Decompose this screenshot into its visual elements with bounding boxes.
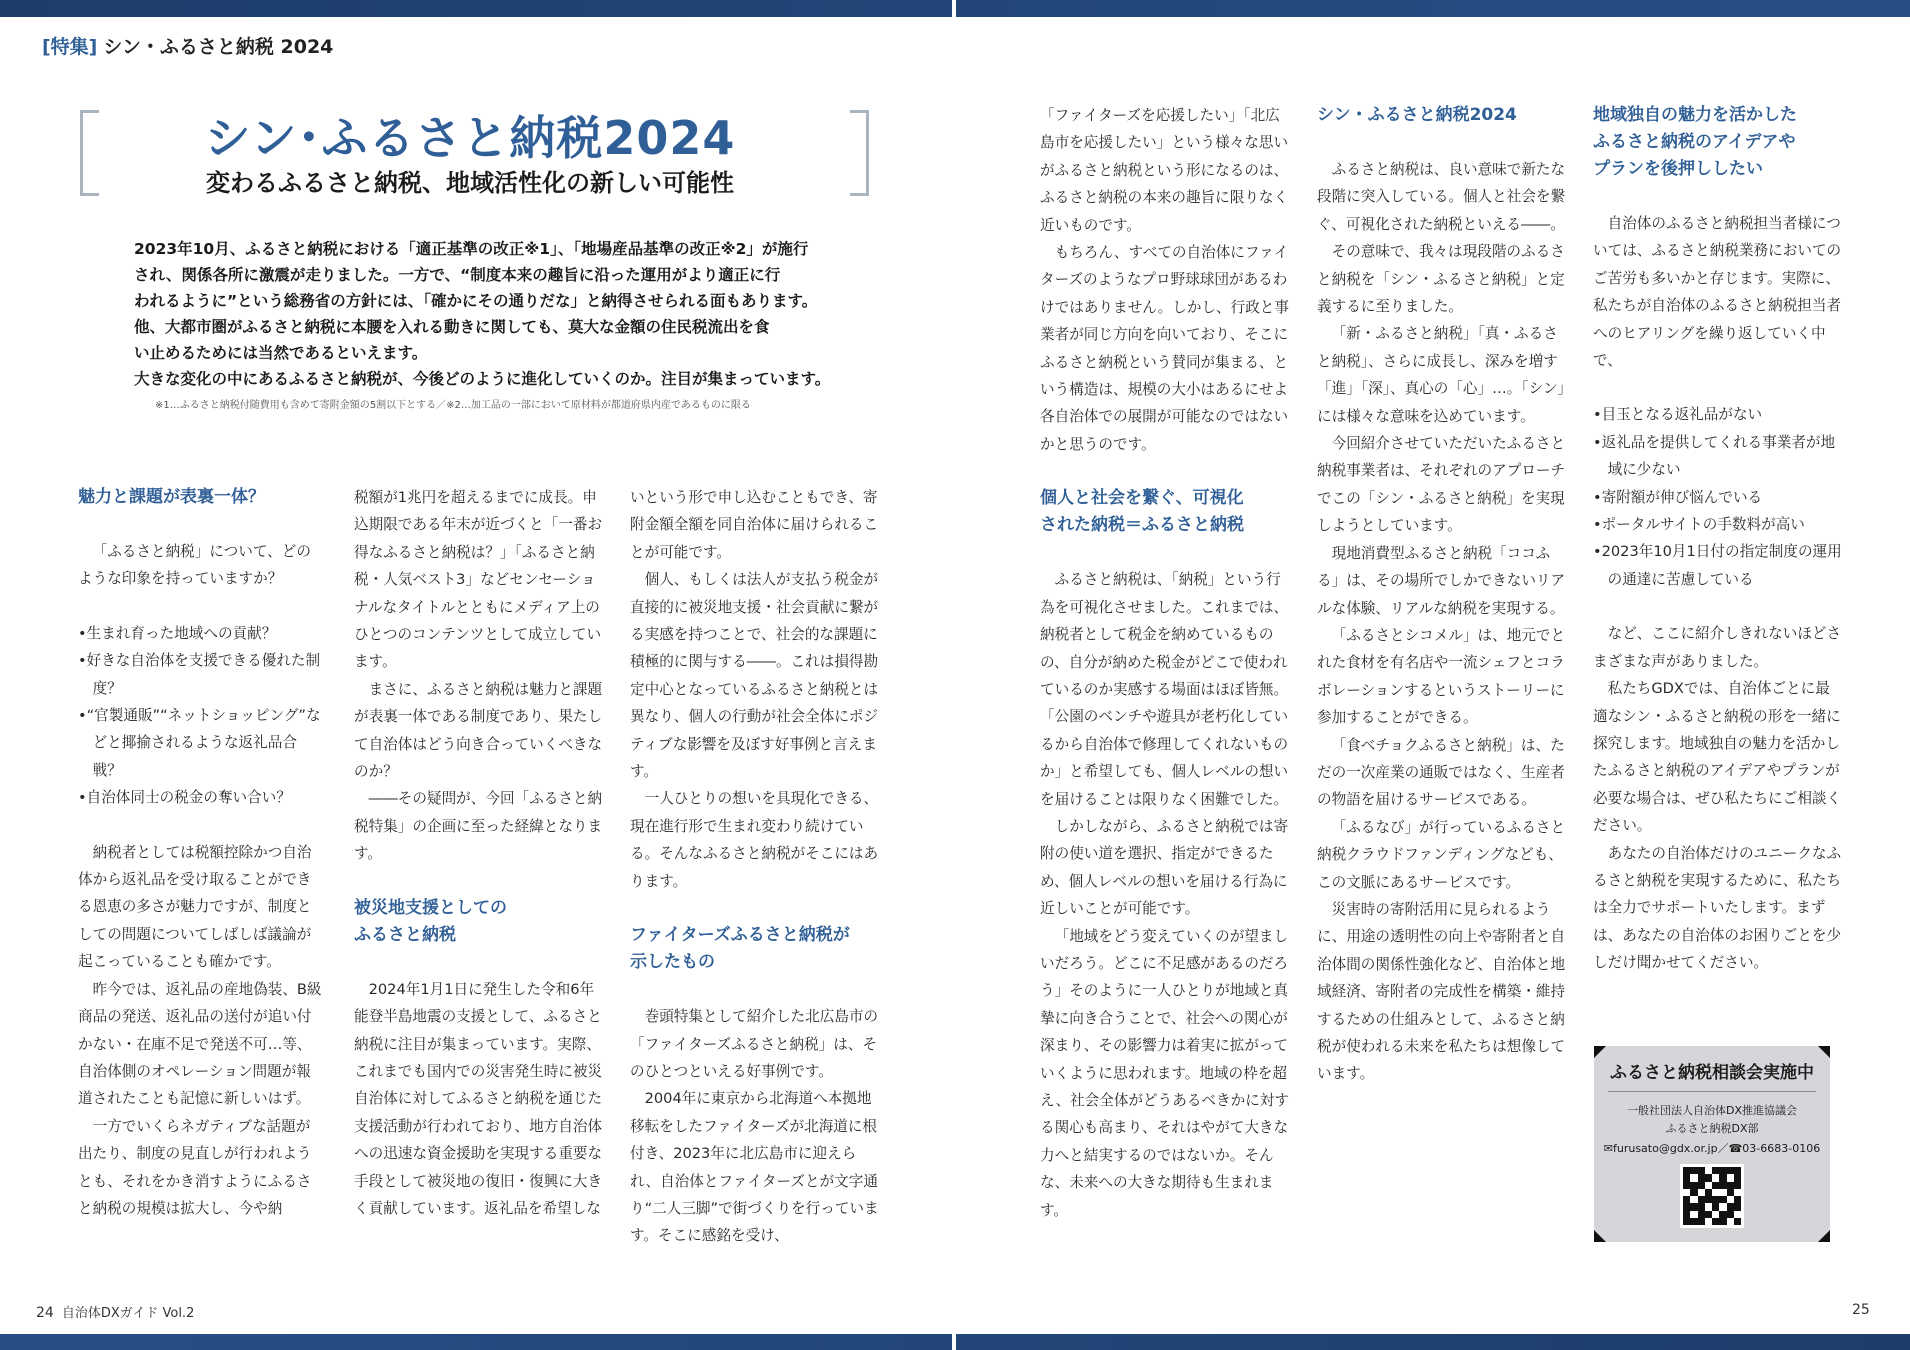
contact-box: [1594, 1046, 1830, 1242]
lead-line: 大きな変化の中にあるふるさと納税が、今後どのように進化していくのか。注目が集まっています。: [134, 370, 831, 388]
spine-gap: [952, 1334, 956, 1350]
section-heading: 被災地支援としての ふるさと納税: [354, 897, 507, 945]
paragraph: 個人、もしくは法人が支払う税金が直接的に被災地支援・社会貢献に繋がる実感を持つことで、社会的な課題に積極的に関与する――。これは損得勘定中心となっているふるさと納税とは異なり、個人の行動が社会全体にポジティブな影響を及ぼす好事例と言えます。: [630, 571, 879, 781]
corner-mark: [1594, 1230, 1606, 1242]
paragraph: 自治体のふるさと納税担当者様については、ふるさと納税業務においてのご苦労も多いかと存じます。実際に、私たちが自治体のふるさと納税担当者へのヒアリングを繰り返していく中で、: [1593, 215, 1842, 370]
lead-line: 他、大都市圏がふるさと納税に本腰を入れる動きに関しても、莫大な金額の住民税流出を食: [134, 318, 770, 336]
paragraph: 巻頭特集として紹介した北広島市の「ファイターズふるさと納税」は、そのひとつといえる好事例です。: [630, 1008, 879, 1080]
publication-title: 自治体DXガイド Vol.2: [61, 1306, 195, 1321]
paragraph: 「新・ふるさと納税」「真・ふるさと納税」、さらに成長し、深みを増す「進」「深」、真心の「心」…。「シン」には様々な意味を込めています。: [1317, 325, 1565, 425]
page-header: [42, 32, 333, 59]
corner-mark: [1818, 1230, 1830, 1242]
paragraph: 一方でいくらネガティブな話題が出たり、制度の見直しが行われようとも、それをかき消すようにふるさと納税の規模は拡大し、今や納: [78, 1117, 312, 1217]
section-heading: 地域独自の魅力を活かした ふるさと納税のアイデアや プランを後押ししたい: [1593, 105, 1797, 179]
paragraph: ――その疑問が、今回「ふるさと納税特集」の企画に至った経緯となります。: [354, 790, 603, 863]
bullet-item: •目玉となる返礼品がない: [1593, 406, 1763, 424]
paragraph: 2004年に東京から北海道へ本拠地移転をしたファイターズが北海道に根付き、2023年に北広島市に迎えられ、自治体とファイターズとが文字通り“二人三脚”で街づくりを行っています。そこに感銘を受け、: [630, 1090, 879, 1245]
header-title: シン・ふるさと納税 2024: [103, 36, 334, 58]
lead-paragraph: [134, 236, 834, 392]
bullet-item: •生まれ育った地域への貢献？: [78, 624, 277, 642]
paragraph: 一人ひとりの想いを具現化できる、現在進行形で生まれ変わり続けている。そんなふるさと納税がそこにはあります。: [630, 790, 879, 890]
paragraph: 今回紹介させていただいたふるさと納税事業者は、それぞれのアプローチでこの「シン・ふるさと納税」を実現しようとしています。: [1317, 435, 1566, 535]
main-title: シン･ふるさと納税2024: [204, 111, 736, 165]
paragraph: 現地消費型ふるさと納税「ココふる」は、その場所でしかできないリアルな体験、リアルな納税を実現する。: [1317, 544, 1566, 617]
column-4: [1040, 102, 1290, 1224]
column-3: [630, 484, 880, 1250]
paragraph: 「ファイターズを応援したい」「北広島市を応援したい」という様々な思いがふるさと納税という形になるのは、ふるさと納税の本来の趣旨に限りなく近いものです。: [1040, 107, 1289, 234]
paragraph: ふるさと納税は、良い意味で新たな段階に突入している。個人と社会を繋ぐ、可視化された納税といえる――。: [1317, 161, 1566, 233]
contact-dept: ふるさと納税DX部: [1665, 1122, 1759, 1135]
column-6: [1593, 102, 1843, 977]
section-heading: シン・ふるさと納税2024: [1317, 105, 1517, 125]
page-number: 25: [1852, 1302, 1870, 1318]
paragraph: 災害時の寄附活用に見られるように、用途の透明性の向上や寄附者と自治体間の関係性強化など、自治体と地域経済、寄附者の完成性を構築・維持するための仕組みとして、ふるさと納税が使われる未来を私たちは想像しています。: [1317, 900, 1566, 1083]
paragraph: 納税者としては税額控除かつ自治体から返礼品を受け取ることができる恩恵の多さが魅力ですが、制度としての問題についてしばしば議論が起こっていることも確かです。: [78, 843, 312, 971]
subtitle: 変わるふるさと納税、地域活性化の新しい可能性: [206, 169, 734, 197]
qr-code-icon[interactable]: [1680, 1164, 1744, 1228]
bullet-item: •寄附額が伸び悩んでいる: [1593, 488, 1763, 506]
feature-tag: [特集]: [42, 36, 98, 58]
corner-mark: [1818, 1046, 1830, 1058]
column-5: [1317, 102, 1567, 1088]
bullet-item: •返礼品を提供してくれる事業者が地域に少ない: [1593, 433, 1836, 479]
paragraph: 「ふるさと納税」について、どのような印象を持っていますか？: [78, 543, 311, 588]
paragraph: 私たちGDXでは、自治体ごとに最適なシン・ふるさと納税の形を一緒に探究します。地域独自の魅力を活かしたふるさと納税のアイデアやプランが必要な場合は、ぜひ私たちにご相談ください。: [1593, 680, 1842, 835]
paragraph: など、ここに紹介しきれないほどさまざまな声がありました。: [1593, 625, 1842, 670]
footnote: ※1…ふるさと納税付随費用も含めて寄附金額の5割以下とする／※2…加工品の一部において原材料が都道府県内産であるものに限る: [155, 400, 751, 411]
bullet-item: •好きな自治体を支援できる優れた制度？: [78, 652, 321, 697]
paragraph: 「地域をどう変えていくのが望ましいだろう。どこに不足感があるのだろう」そのように一人ひとりが地域と真摯に向き合うことで、社会への関心が深まり、その影響力は着実に拡がっていくように思われます。地域の枠を超え、社会全体がどうあるべきかに対する関心も高まり、それはやがて大きな力へと結実するのではないか。そんな、未来への大きな期待も生まれます。: [1040, 927, 1289, 1219]
section-heading: 個人と社会を繋ぐ、可視化 された納税＝ふるさと納税: [1040, 488, 1244, 536]
column-1: [78, 484, 323, 1222]
paragraph: 2024年1月1日に発生した令和6年能登半島地震の支援として、ふるさと納税に注目が集まっています。実際、これまでも国内での災害発生時に被災自治体に対してふるさと納税を通じた支援活動が行われており、地方自治体への迅速な資金援助を実現する重要な手段として被災地の復旧・復興に大きく貢献しています。返礼品を希望しな: [354, 980, 603, 1217]
bullet-item: •“官製通販”“ネットショッピング”などと揶揄されるような返礼品合戦？: [78, 707, 321, 779]
spine-gap: [952, 0, 956, 17]
paragraph: あなたの自治体だけのユニークなふるさと納税を実現するために、私たちは全力でサポートいたします。まずは、あなたの自治体のお困りごとを少しだけ聞かせてください。: [1593, 844, 1842, 972]
paragraph: 「ふるなび」が行っているふるさと納税クラウドファンディングなども、この文脈にあるサービスです。: [1317, 818, 1566, 891]
lead-line: され、関係各所に激震が走りました。一方で、“制度本来の趣旨に沿った運用がより適正に行: [134, 266, 781, 284]
contact-info[interactable]: ✉furusato@gdx.or.jp／☎03-6683-0106: [1603, 1142, 1821, 1155]
corner-mark: [1594, 1046, 1606, 1058]
paragraph: もちろん、すべての自治体にファイターズのようなプロ野球球団があるわけではありません。しかし、行政と事業者が同じ方向を向いており、そこにふるさと納税という賛同が集まる、という構造は、規模の大小はあるにせよ各自治体での展開が可能なのではないかと思うのです。: [1040, 244, 1289, 453]
bullet-item: •ポータルサイトの手数料が高い: [1593, 516, 1805, 534]
paragraph: いという形で申し込むこともでき、寄附金額全額を同自治体に届けられることが可能です。: [630, 489, 879, 561]
contact-box-title: ふるさと納税相談会実施中: [1608, 1058, 1816, 1092]
bullet-item: •2023年10月1日付の指定制度の運用の通達に苦慮している: [1593, 543, 1842, 588]
footer-left: [36, 1302, 194, 1321]
page-number: 24: [36, 1305, 54, 1321]
paragraph: 昨今では、返礼品の産地偽装、B級商品の発送、返礼品の送付が追い付かない・在庫不足で発送不可…等、自治体側のオペレーション問題が報道されたことも記憶に新しいはず。: [78, 980, 322, 1108]
section-heading: ファイターズふるさと納税が 示したもの: [630, 925, 850, 973]
paragraph: まさに、ふるさと納税は魅力と課題が表裏一体である制度であり、果たして自治体はどう向き合っていくべきなのか？: [354, 680, 603, 781]
paragraph: しかしながら、ふるさと納税では寄附の使い道を選択、指定ができるため、個人レベルの想いを届ける行為に近しいことが可能です。: [1040, 817, 1289, 918]
contact-org: 一般社団法人自治体DX推進協議会: [1626, 1104, 1797, 1117]
lead-line: い止めるためには当然であるといえます。: [134, 344, 428, 362]
paragraph: 「ふるさとシコメル」は、地元でとれた食材を有名店や一流シェフとコラボレーションするというストーリーに参加することができる。: [1317, 626, 1566, 727]
paragraph: 「食べチョクふるさと納税」は、ただの一次産業の通販ではなく、生産者の物語を届けるサービスである。: [1317, 736, 1565, 809]
paragraph: 税額が1兆円を超えるまでに成長。申込期限である年末が近づくと「一番お得なふるさと納税は？」「ふるさと納税・人気ベスト3」などセンセーショナルなタイトルとともにメディア上のひとつのコンテンツとして成立しています。: [354, 489, 603, 671]
lead-line: 2023年10月、ふるさと納税における「適正基準の改正※1」、「地場産品基準の改正※2」が施行: [134, 240, 809, 258]
column-2: [354, 484, 604, 1222]
section-heading: 魅力と課題が表裏一体？: [78, 487, 265, 507]
paragraph: その意味で、我々は現段階のふるさと納税を「シン・ふるさと納税」と定義するに至りました。: [1317, 243, 1565, 316]
paragraph: ふるさと納税は、「納税」という行為を可視化させました。これまでは、納税者として税金を納めているものの、自分が納めた税金がどこで使われているのか実感する場面はほぼ皆無。「公園のベンチや遊具が老朽化しているから自治体で修理してくれないものか」と希望しても、個人レベルの想いを届けることは限りなく困難でした。: [1040, 571, 1289, 808]
lead-line: われるように”という総務省の方針には、「確かにその通りだな」と納得させられる面もあります。: [134, 292, 818, 310]
bullet-item: •自治体同士の税金の奪い合い？: [78, 789, 291, 807]
